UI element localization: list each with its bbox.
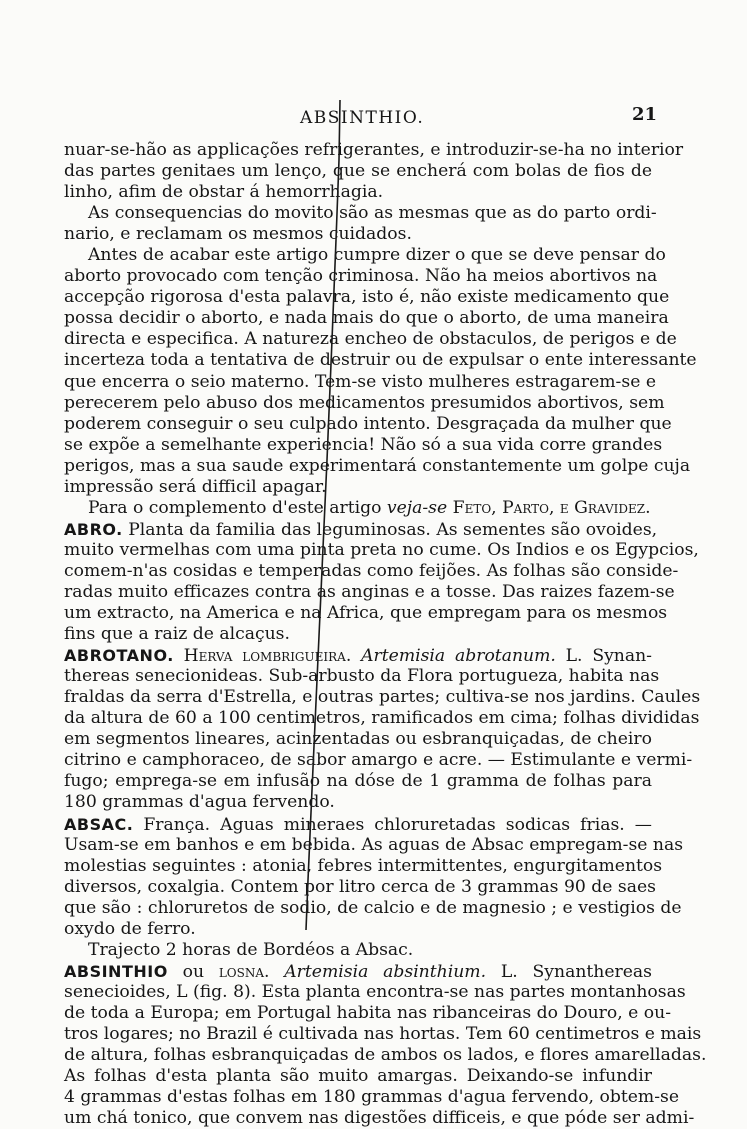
text-line: 180 grammas d'agua fervendo. <box>64 792 335 813</box>
text-line: molestias seguintes : atonia, febres intermittentes, engurgitamentos <box>64 855 663 876</box>
text-line: linho, afim de obstar á hemorrhagia. <box>64 182 384 203</box>
latin-name: Artemisia abrotanum. <box>361 646 556 667</box>
text-line: nario, e reclamam os mesmos cuidados. <box>64 224 412 245</box>
text-line: fugo; emprega-se em infusão na dóse de 1 gramma de folhas para <box>64 771 652 792</box>
text-line: Usam-se em banhos e em bebida. As aguas de Absac empregam-se nas <box>64 834 684 855</box>
text-line: 4 grammas d'estas folhas em 180 grammas d'agua fervendo, obtem-se <box>64 1087 680 1108</box>
text-line: das partes genitaes um lenço, que se encherá com bolas de fios de <box>64 161 652 182</box>
text-line: Trajecto 2 horas de Bordéos a Absac. <box>88 939 414 960</box>
text-line: de altura, folhas esbranquiçadas de ambos os lados, e flores amarelladas. <box>64 1045 707 1066</box>
headword-abro: ABRO. <box>64 519 123 539</box>
text-line: fraldas da serra d'Estrella, e outras partes; cultiva-se nos jardins. Caules <box>64 687 701 708</box>
entry-abrotano <box>64 645 652 666</box>
see-also-refs: Feto, Parto, e Gravidez. <box>452 497 651 518</box>
text-line: muito vermelhas com uma pinta preta no cume. Os Indios e os Egypcios, <box>64 539 699 560</box>
page-number: 21 <box>632 104 658 125</box>
headword-absac: ABSAC. <box>64 814 134 834</box>
text-line: nuar-se-hão as applicações refrigerantes, e introduzir-se-ha no interior <box>64 140 684 160</box>
text-line: incerteza toda a tentativa de destruir ou de expulsar o ente interessante <box>64 350 697 371</box>
text-span: Planta da familia das leguminosas. As sementes são ovoides, <box>122 519 658 540</box>
text-line: thereas senecionideas. Sub-arbusto da Flora portugueza, habita nas <box>64 666 660 687</box>
text-line: citrino e camphoraceo, de sabor amargo e acre. — Estimulante e vermi- <box>64 750 693 771</box>
entry-absac <box>64 814 652 835</box>
text-line: As consequencias do movito são as mesmas que as do parto ordi- <box>88 203 657 224</box>
text-line: perigos, mas a sua saude experimentará constantemente um golpe cuja <box>64 455 691 476</box>
common-name: Herva lombrigueira. <box>173 646 362 667</box>
entry-absinthio <box>64 961 652 982</box>
text-line: radas muito efficazes contra as anginas e a tosse. Das raizes fazem-se <box>64 581 675 602</box>
text-span: L. Synan- <box>555 646 652 667</box>
page-fold-crease <box>296 100 346 930</box>
body-text <box>64 140 707 1129</box>
text-line: fins que a raiz de alcaçus. <box>64 624 290 645</box>
see-also-line <box>64 498 652 519</box>
text-line: perecerem pelo abuso dos medicamentos presumidos abortivos, sem <box>64 392 665 413</box>
text-line: aborto provocado com tenção criminosa. Não ha meios abortivos na <box>64 266 658 287</box>
text-line: poderem conseguir o seu culpado intento. Desgraçada da mulher que <box>64 413 672 434</box>
text-line: tros logares; no Brazil é cultivada nas hortas. Tem 60 centimetros e mais <box>64 1023 702 1044</box>
text-line: um chá tonico, que convem nas digestões difficeis, e que póde ser admi- <box>64 1108 695 1129</box>
headword-absinthio: ABSINTHIO <box>64 961 168 981</box>
text-line: comem-n'as cosidas e temperadas como feijões. As folhas são conside- <box>64 560 679 581</box>
text-span: ou <box>167 961 219 982</box>
text-line: que encerra o seio materno. Tem-se visto mulheres estragarem-se e <box>64 371 656 392</box>
entry-abro <box>64 519 658 540</box>
text-line: accepção rigorosa d'esta palavra, isto é, não existe medicamento que <box>64 287 670 308</box>
latin-name: Artemisia absinthium. <box>284 961 487 982</box>
see-also-prefix: Para o complemento d'este artigo <box>88 497 387 518</box>
text-line: de toda a Europa; em Portugal habita nas ribanceiras do Douro, e ou- <box>64 1002 672 1023</box>
text-line: da altura de 60 a 100 centimetros, ramificados em cima; folhas divididas <box>64 708 700 729</box>
running-head: ABSINTHIO. <box>300 108 425 128</box>
text-line: se expõe a semelhante experiencia! Não só a sua vida corre grandes <box>64 434 663 455</box>
text-line: As folhas d'esta planta são muito amargas. Deixando-se infundir <box>64 1066 652 1087</box>
text-line: um extracto, na America e na Africa, que empregam para os mesmos <box>64 603 668 624</box>
text-line: em segmentos lineares, acinzentadas ou esbranquiçadas, de cheiro <box>64 729 652 750</box>
headword-abrotano: ABROTANO. <box>64 646 174 666</box>
text-line: directa e especifica. A natureza encheo de obstaculos, de perigos e de <box>64 329 677 350</box>
see-also-see: veja-se <box>386 497 448 518</box>
text-span: França. Aguas mineraes chloruretadas sodicas frias. — <box>133 814 652 835</box>
common-name: losna. <box>218 961 285 982</box>
text-line: diversos, coxalgia. Contem por litro cerca de 3 grammas 90 de saes <box>64 876 656 897</box>
text-line: possa decidir o aborto, e nada mais do que o aborto, de uma maneira <box>64 308 669 329</box>
text-span: L. Synanthereas <box>486 961 652 982</box>
text-line: senecioides, L (fig. 8). Esta planta encontra-se nas partes montanhosas <box>64 981 686 1002</box>
text-line: oxydo de ferro. <box>64 918 196 939</box>
text-line: Antes de acabar este artigo cumpre dizer o que se deve pensar do <box>88 245 666 266</box>
text-line: que são : chloruretos de sodio, de calcio e de magnesio ; e vestigios de <box>64 897 682 918</box>
text-line: impressão será difficil apagar. <box>64 476 327 497</box>
